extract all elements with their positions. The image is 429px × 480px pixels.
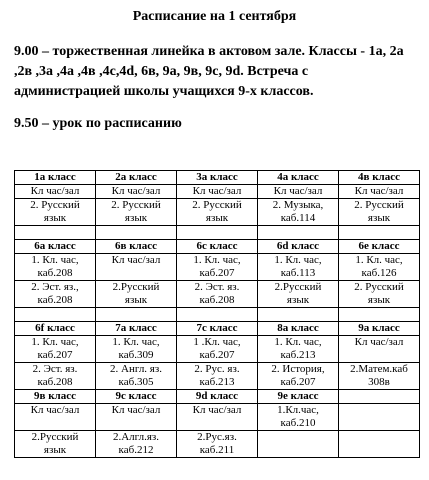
class-header-cell: 2а класс (96, 171, 177, 185)
table-cell: 2. Эст. яз. каб.208 (177, 281, 258, 308)
table-cell: 2.Русский язык (258, 281, 339, 308)
announcement-text: 9.00 – торжественная линейка в актовом зале. Классы - 1а, 2а ,2в ,3а ,4а ,4в ,4с,4d, 6в, 9а, 9в, 9с, 9d. Встреча с администрацией школы учащихся 9-х классов. (14, 44, 404, 99)
table-cell: 2. Русский язык (15, 199, 96, 226)
class-header-row (15, 171, 420, 185)
spacer-row (15, 308, 420, 322)
table-cell (339, 308, 420, 322)
table-cell: 2.Русский язык (15, 431, 96, 458)
table-cell: 1. Кл. час, каб.207 (15, 336, 96, 363)
table-cell (258, 308, 339, 322)
table-cell (339, 226, 420, 240)
table-cell: Кл час/зал (339, 336, 420, 363)
class-header-cell: 4а класс (258, 171, 339, 185)
table-cell: Кл час/зал (96, 404, 177, 431)
table-cell: Кл час/зал (177, 185, 258, 199)
class-header-row (15, 322, 420, 336)
table-row (15, 185, 420, 199)
table-cell: 2.Рус.яз. каб.211 (177, 431, 258, 458)
table-cell: 1. Кл. час, каб.309 (96, 336, 177, 363)
table-row (15, 336, 420, 363)
class-header-cell: 9с класс (96, 390, 177, 404)
table-cell: 2. Рус. яз. каб.213 (177, 363, 258, 390)
table-row (15, 431, 420, 458)
table-cell: 1. Кл. час, каб.213 (258, 336, 339, 363)
table-cell: Кл час/зал (177, 404, 258, 431)
table-cell: 2. Русский язык (339, 199, 420, 226)
table-cell: 2. Русский язык (339, 281, 420, 308)
table-cell: 2. Музыка, каб.114 (258, 199, 339, 226)
class-header-cell: 8а класс (258, 322, 339, 336)
class-header-cell: 9d класс (177, 390, 258, 404)
class-header-row (15, 390, 420, 404)
table-cell (339, 431, 420, 458)
class-header-cell: 9а класс (339, 322, 420, 336)
class-header-cell (339, 390, 420, 404)
class-header-cell: 6а класс (15, 240, 96, 254)
table-cell (258, 431, 339, 458)
table-cell (177, 308, 258, 322)
table-cell: 2.Алгл.яз. каб.212 (96, 431, 177, 458)
table-cell: Кл час/зал (96, 254, 177, 281)
schedule-table (14, 170, 420, 458)
class-header-cell: 9в класс (15, 390, 96, 404)
class-header-cell: 6в класс (96, 240, 177, 254)
table-row (15, 363, 420, 390)
table-cell (15, 308, 96, 322)
table-cell: 2. Русский язык (96, 199, 177, 226)
table-cell: Кл час/зал (96, 185, 177, 199)
table-cell (96, 308, 177, 322)
spacer-row (15, 226, 420, 240)
table-row (15, 281, 420, 308)
table-row (15, 404, 420, 431)
table-cell: Кл час/зал (15, 185, 96, 199)
table-cell: 1 .Кл. час, каб.207 (177, 336, 258, 363)
class-header-cell: 4в класс (339, 171, 420, 185)
class-header-cell: 6е класс (339, 240, 420, 254)
table-cell (15, 226, 96, 240)
lesson-note: 9.50 – урок по расписанию (14, 116, 182, 131)
table-cell: Кл час/зал (258, 185, 339, 199)
table-cell: 2.Матем.каб 308в (339, 363, 420, 390)
table-cell (339, 404, 420, 431)
table-cell: 1.Кл.час, каб.210 (258, 404, 339, 431)
class-header-cell: 9е класс (258, 390, 339, 404)
class-header-cell: 6с класс (177, 240, 258, 254)
class-header-cell: 7а класс (96, 322, 177, 336)
class-header-cell: 1а класс (15, 171, 96, 185)
table-cell: 2.Русский язык (96, 281, 177, 308)
page-title: Расписание на 1 сентября (132, 9, 297, 24)
table-cell: 1. Кл. час, каб.208 (15, 254, 96, 281)
table-cell (177, 226, 258, 240)
table-cell: 1. Кл. час, каб.126 (339, 254, 420, 281)
table-cell: 2. Англ. яз. каб.305 (96, 363, 177, 390)
class-header-cell: 7с класс (177, 322, 258, 336)
table-cell: 2. Эст. яз. каб.208 (15, 363, 96, 390)
table-cell: Кл час/зал (15, 404, 96, 431)
class-header-cell: 3а класс (177, 171, 258, 185)
table-cell (96, 226, 177, 240)
class-header-cell: 6d класс (258, 240, 339, 254)
table-cell (258, 226, 339, 240)
table-row (15, 254, 420, 281)
class-header-row (15, 240, 420, 254)
table-cell: Кл час/зал (339, 185, 420, 199)
table-cell: 2. Русский язык (177, 199, 258, 226)
table-row (15, 199, 420, 226)
table-cell: 1. Кл. час, каб.113 (258, 254, 339, 281)
table-cell: 1. Кл. час, каб.207 (177, 254, 258, 281)
table-cell: 2. Эст. яз., каб.208 (15, 281, 96, 308)
table-cell: 2. История, каб.207 (258, 363, 339, 390)
class-header-cell: 6f класс (15, 322, 96, 336)
